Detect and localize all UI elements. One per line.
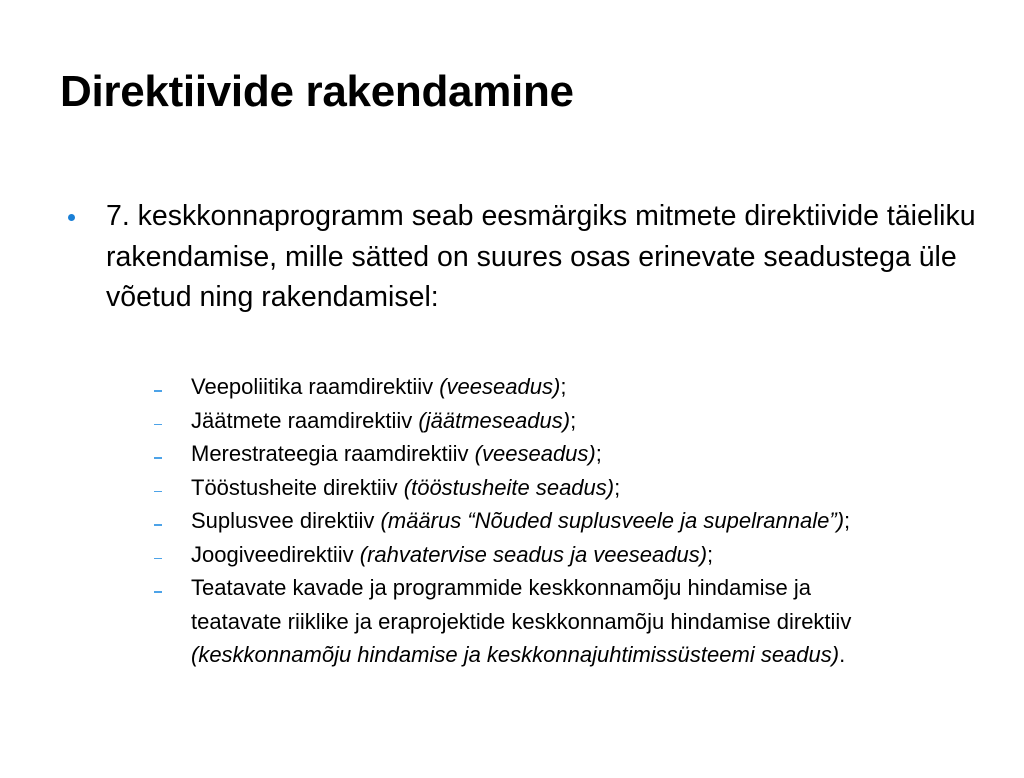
list-item [0,538,1024,572]
list-item [0,404,1024,438]
law-name: (keskkonnamõju hindamise ja keskkonnajuhtimissüsteemi seadus) [191,642,840,667]
dash-bullet-icon [154,437,164,471]
law-name: (tööstusheite seadus) [403,474,615,500]
list-item [0,370,1024,404]
dash-bullet-icon [154,370,164,404]
bullet-dot-icon [68,214,75,221]
list-item [0,471,1024,505]
dash-bullet-icon [154,538,164,572]
directive-name: Merestrateegia raamdirektiiv [191,441,475,466]
directive-name: Tööstusheite direktiiv [191,474,404,500]
law-name: (veeseadus) [474,441,596,466]
item-end: ; [595,441,602,466]
directive-list [0,370,1024,672]
slide-title: Direktiivide rakendamine [60,67,574,116]
main-bullet-text: 7. keskkonnaprogramm seab eesmärgiks mitmete direktiivide täieliku rakendamise, mille sätted on suures osas erinevate seadustega üle võetud ning rakendamisel: [106,200,976,313]
dash-bullet-icon [154,404,164,438]
item-end: ; [614,474,621,500]
directive-name: Veepoliitika raamdirektiiv [191,374,440,399]
list-item [0,571,1024,672]
item-end: ; [707,541,714,567]
law-name: (jäätmeseadus) [418,407,571,433]
law-name: (rahvatervise seadus ja veeseadus) [359,541,708,567]
directive-name: Joogiveedirektiiv [191,541,360,567]
item-end: ; [844,508,851,533]
dash-bullet-icon [154,571,164,605]
directive-name: Suplusvee direktiiv [191,508,381,533]
directive-name: Teatavate kavade ja programmide keskkonnamõju hindamise ja teatavate riiklike ja eraprojektide keskkonnamõju hindamise direktiiv [191,575,852,634]
dash-bullet-icon [154,504,164,538]
directive-name: Jäätmete raamdirektiiv [191,407,419,433]
list-item [0,437,1024,471]
item-end: . [839,642,846,667]
dash-bullet-icon [154,471,164,505]
law-name: (määrus “Nõuded suplusveele ja supelrannale”) [380,508,845,533]
item-end: ; [570,407,577,433]
law-name: (veeseadus) [439,374,561,399]
list-item [0,504,1024,538]
item-end: ; [560,374,567,399]
